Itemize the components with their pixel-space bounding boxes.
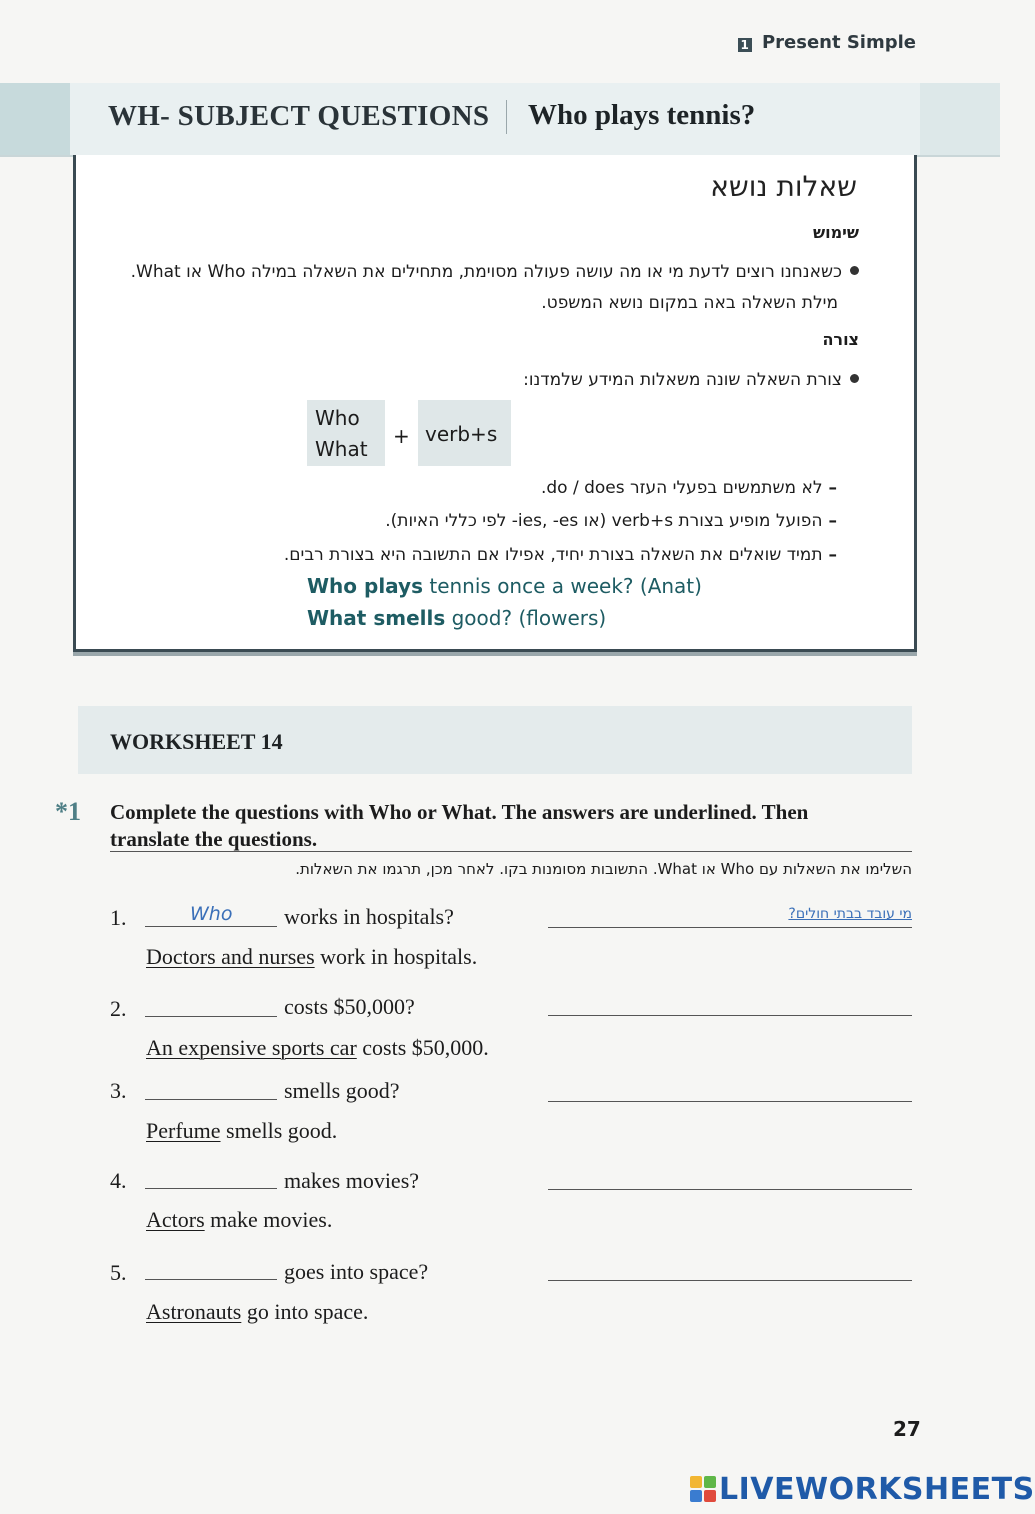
bullet-icon — [850, 266, 859, 275]
answer-blank[interactable] — [145, 996, 277, 1017]
formula-verb: verb+s — [425, 422, 498, 446]
usage-label: שימוש — [812, 223, 859, 242]
form-bullet: צורת השאלה שונה משאלות המידע שלמדנו: — [523, 370, 859, 390]
example-sentence: What smells good? (flowers) — [307, 606, 607, 630]
chapter-number: 1 — [738, 38, 752, 52]
liveworksheets-logo-icon — [690, 1476, 716, 1502]
question-number: 3. — [110, 1078, 127, 1103]
form-label: צורה — [822, 330, 859, 349]
rule-item: –הפועל מופיע בצורת verb+s (או ies, -es- לפי כללי האיות). — [385, 511, 837, 531]
answer-blank[interactable] — [145, 1079, 277, 1100]
instruction-hebrew: השלימו את השאלות עם Who או What. התשובות מסומנות בקו. לאחר מכן, תרגמו את השאלות. — [295, 860, 912, 878]
translation-line[interactable] — [548, 1100, 912, 1102]
section-subtitle: Who plays tennis? — [528, 99, 756, 131]
rule-item: –לא משתמשים בפעלי העזר do / does. — [540, 478, 837, 498]
bullet-icon — [850, 374, 859, 383]
answer-sentence: Doctors and nurses work in hospitals. — [146, 944, 478, 969]
formula-who: Who — [315, 406, 360, 430]
question-number: 2. — [110, 996, 127, 1021]
section-title: WH- SUBJECT QUESTIONS — [108, 100, 490, 132]
title-divider — [506, 100, 507, 134]
answer-sentence: Perfume smells good. — [146, 1118, 338, 1143]
liveworksheets-logo-text[interactable]: LIVEWORKSHEETS — [719, 1472, 1035, 1507]
answer-sentence: Astronauts go into space. — [146, 1299, 369, 1324]
grammar-heading: שאלות נושא — [710, 170, 857, 203]
instruction-line: translate the questions. — [110, 827, 318, 851]
question-text: works in hospitals? — [284, 904, 454, 929]
answer-sentence: Actors make movies. — [146, 1207, 333, 1232]
rule-item: –תמיד שואלים את השאלה בצורת יחיד, אפילו אם התשובה היא בצורת רבים. — [283, 545, 837, 565]
usage-line: מילת השאלה באה במקום נושא המשפט. — [541, 293, 838, 313]
question-number: 4. — [110, 1168, 127, 1193]
question-text: costs $50,000? — [284, 994, 415, 1019]
question-text: goes into space? — [284, 1259, 429, 1284]
translation-line[interactable] — [548, 1014, 912, 1016]
filled-answer[interactable]: Who — [190, 903, 233, 925]
question-number: 5. — [110, 1260, 127, 1285]
example-sentence: Who plays tennis once a week? (Anat) — [307, 574, 702, 598]
instruction-line: Complete the questions with Who or What. The answers are underlined. Then — [110, 800, 809, 824]
answer-blank[interactable] — [145, 1259, 277, 1280]
translation-line[interactable] — [548, 1188, 912, 1190]
chapter-title: Present Simple — [761, 32, 916, 53]
page-number: 27 — [893, 1417, 921, 1441]
translation-line[interactable] — [548, 1279, 912, 1281]
question-text: smells good? — [284, 1078, 400, 1103]
translation-answer[interactable]: מי עובד בבתי חולים? — [788, 906, 912, 922]
question-text: makes movies? — [284, 1168, 420, 1193]
usage-bullet: כשאנחנו רוצים לדעת מי או מה עושה פעולה מסוימת, מתחילים את השאלה במילה Who או What. — [99, 262, 859, 282]
instruction-underline — [110, 851, 912, 852]
answer-sentence: An expensive sports car costs $50,000. — [146, 1035, 489, 1060]
formula-plus: + — [393, 424, 410, 448]
formula-what: What — [315, 437, 368, 461]
worksheet-title: WORKSHEET 14 — [110, 729, 283, 754]
chapter-header — [738, 32, 916, 53]
exercise-marker: *1 — [55, 797, 81, 826]
question-number: 1. — [110, 905, 127, 930]
translation-line[interactable] — [548, 926, 912, 928]
answer-blank[interactable] — [145, 1168, 277, 1189]
